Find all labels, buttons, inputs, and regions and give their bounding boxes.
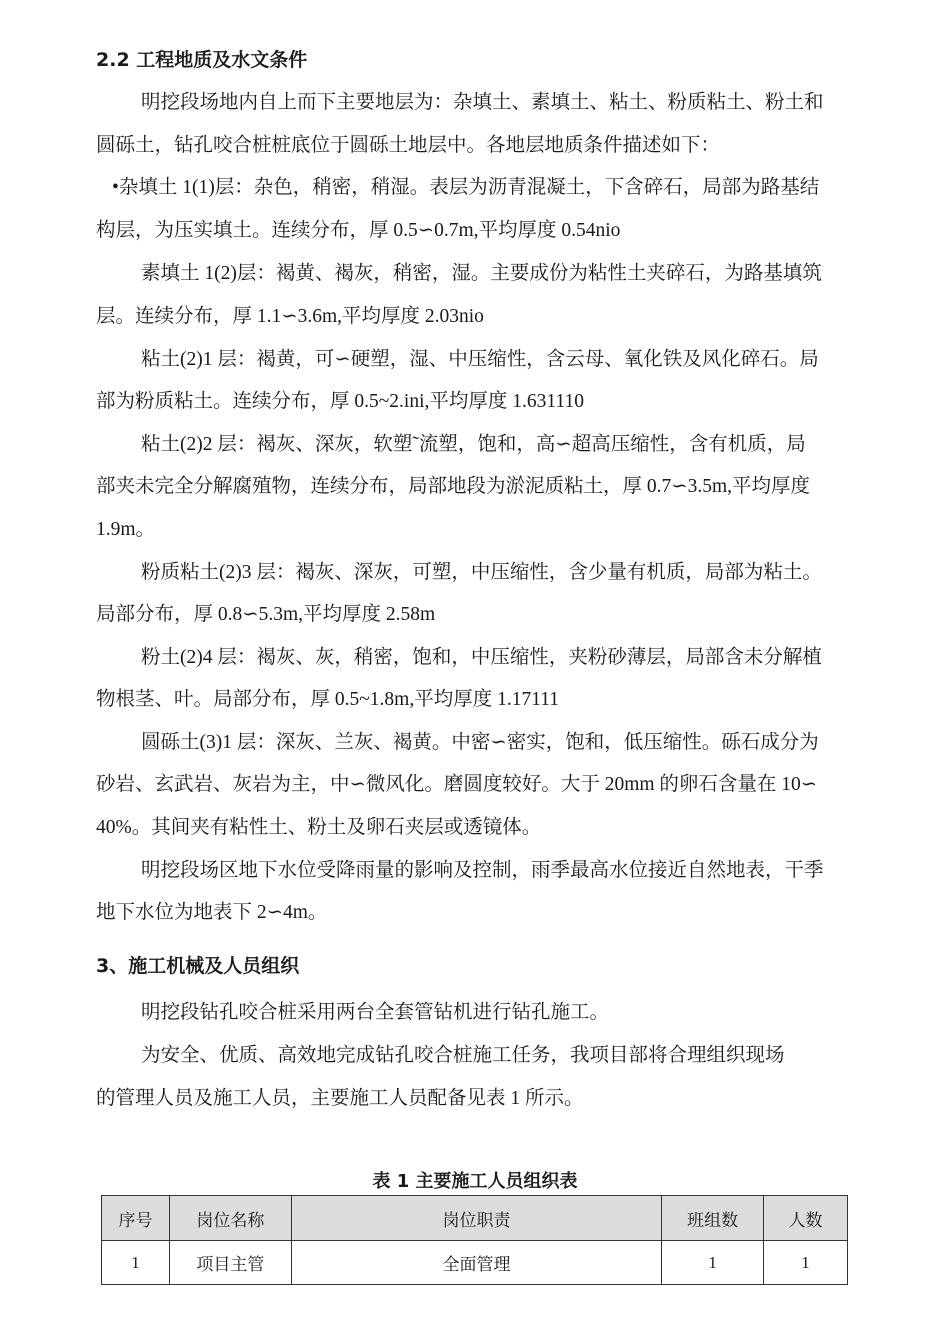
table-cell-teams: 1 bbox=[662, 1241, 764, 1285]
paragraph-line: 40%。其间夹有粘性土、粉土及卵石夹层或透镜体。 bbox=[96, 817, 542, 838]
paragraph-line: 为安全、优质、高效地完成钻孔咬合桩施工任务，我项目部将合理组织现场 bbox=[141, 1045, 785, 1066]
table-caption: 表 1 主要施工人员组织表 bbox=[372, 1171, 578, 1192]
column-header-teams: 班组数 bbox=[662, 1196, 764, 1241]
staff-table bbox=[101, 1195, 848, 1285]
paragraph-line: 构层，为压实填土。连续分布，厚 0.5∽0.7m,平均厚度 0.54nio bbox=[96, 220, 621, 241]
paragraph-line: 粉质粘土(2)3 层：褐灰、深灰，可塑，中压缩性，含少量有机质，局部为粘土。 bbox=[141, 562, 822, 583]
table-cell-index: 1 bbox=[102, 1241, 170, 1285]
paragraph-line: 层。连续分布，厚 1.1∽3.6m,平均厚度 2.03nio bbox=[96, 306, 484, 327]
paragraph-line: 素填土 1(2)层：褐黄、褐灰，稍密，湿。主要成份为粘性土夹碎石，为路基填筑 bbox=[141, 263, 822, 284]
section-heading-geology: 2.2 工程地质及水文条件 bbox=[96, 49, 308, 71]
paragraph-line: 砂岩、玄武岩、灰岩为主，中∽微风化。磨圆度较好。大于 20mm 的卵石含量在 10∽ bbox=[96, 774, 818, 795]
column-header-duties: 岗位职责 bbox=[291, 1196, 661, 1241]
column-header-headcount: 人数 bbox=[764, 1196, 848, 1241]
table-header-row bbox=[102, 1196, 848, 1241]
paragraph-line: 地下水位为地表下 2∽4m。 bbox=[96, 902, 328, 923]
column-header-index: 序号 bbox=[102, 1196, 170, 1241]
paragraph-line: 圆砾土，钻孔咬合桩桩底位于圆砾土地层中。各地层地质条件描述如下： bbox=[96, 135, 721, 156]
paragraph-line: 明挖段场地内自上而下主要地层为：杂填土、素填土、粘土、粉质粘土、粉土和 bbox=[141, 92, 824, 113]
paragraph-line: 1.9m。 bbox=[96, 519, 156, 540]
paragraph-line: 部为粉质粘土。连续分布，厚 0.5~2.ini,平均厚度 1.631110 bbox=[96, 391, 584, 412]
table-cell-position: 项目主管 bbox=[169, 1241, 291, 1285]
paragraph-line: 的管理人员及施工人员，主要施工人员配备见表 1 所示。 bbox=[96, 1088, 584, 1109]
table-cell-duties: 全面管理 bbox=[291, 1241, 661, 1285]
paragraph-line: 物根茎、叶。局部分布，厚 0.5~1.8m,平均厚度 1.17111 bbox=[96, 689, 560, 710]
table-cell-headcount: 1 bbox=[764, 1241, 848, 1285]
paragraph-line: 明挖段场区地下水位受降雨量的影响及控制，雨季最高水位接近自然地表，干季 bbox=[141, 860, 824, 881]
table-row bbox=[102, 1241, 848, 1285]
section-heading-machinery: 3、施工机械及人员组织 bbox=[96, 955, 300, 977]
paragraph-line: 圆砾土(3)1 层：深灰、兰灰、褐黄。中密∽密实，饱和，低压缩性。砾石成分为 bbox=[141, 732, 819, 753]
paragraph-line: 粘土(2)1 层：褐黄，可∽硬塑，湿、中压缩性，含云母、氧化铁及风化碎石。局 bbox=[141, 349, 819, 370]
paragraph-line: 部夹未完全分解腐殖物，连续分布，局部地段为淤泥质粘土，厚 0.7∽3.5m,平均厚度 bbox=[96, 476, 811, 497]
paragraph-line: •杂填土 1(1)层：杂色，稍密，稍湿。表层为沥青混凝土，下含碎石，局部为路基结 bbox=[112, 177, 820, 198]
paragraph-line: 粘土(2)2 层：褐灰、深灰，软塑˜流塑，饱和，高∽超高压缩性，含有机质，局 bbox=[141, 434, 806, 455]
column-header-position: 岗位名称 bbox=[169, 1196, 291, 1241]
paragraph-line: 粉土(2)4 层：褐灰、灰，稍密，饱和，中压缩性，夹粉砂薄层，局部含未分解植 bbox=[141, 647, 822, 668]
paragraph-line: 明挖段钻孔咬合桩采用两台全套管钻机进行钻孔施工。 bbox=[141, 1002, 610, 1023]
paragraph-line: 局部分布，厚 0.8∽5.3m,平均厚度 2.58m bbox=[96, 604, 436, 625]
